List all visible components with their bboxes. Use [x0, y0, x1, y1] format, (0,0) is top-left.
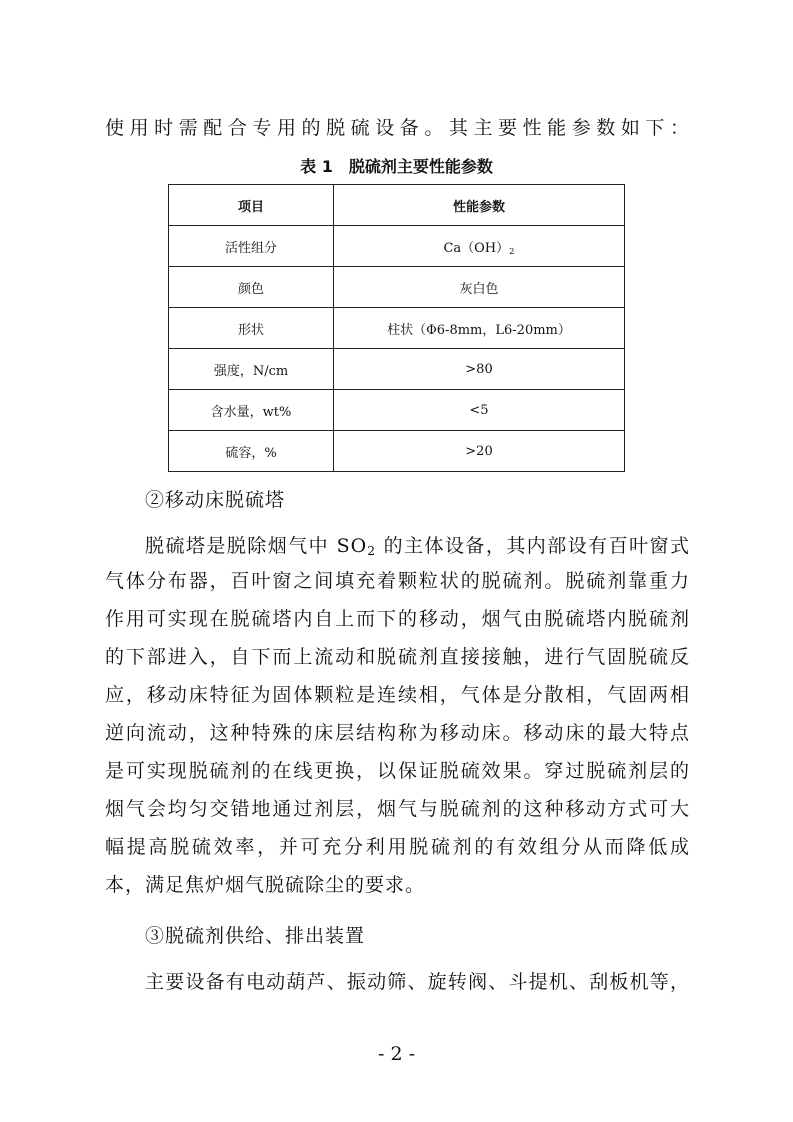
header-item: 项目: [169, 185, 334, 226]
row-value: 灰白色: [334, 267, 625, 308]
row-item: 含水量，wt%: [169, 390, 334, 431]
paragraph-line: 的下部进入，自下而上流动和脱硫剂直接接触，进行气固脱硫反: [105, 646, 690, 668]
table-row: [169, 349, 625, 390]
value-subscript: 2: [509, 245, 515, 256]
line-text: 的主体设备，其内部设有百叶窗式: [376, 535, 690, 557]
paragraph-line: 应，移动床特征为固体颗粒是连续相，气体是分散相，气固两相: [105, 684, 690, 706]
paragraph-line: 烟气会均匀交错地通过剂层，烟气与脱硫剂的这种移动方式可大: [105, 798, 690, 820]
line-text: 脱硫塔是脱除烟气中 SO: [145, 535, 368, 557]
paragraph-line: 气体分布器，百叶窗之间填充着颗粒状的脱硫剂。脱硫剂靠重力: [105, 570, 690, 592]
paragraph-line: 幅提高脱硫效率，并可充分利用脱硫剂的有效组分从而降低成: [105, 836, 690, 858]
paragraph-line: 主要设备有电动葫芦、振动筛、旋转阀、斗提机、刮板机等，: [145, 971, 690, 993]
header-value: 性能参数: [334, 185, 625, 226]
table-row: [169, 390, 625, 431]
table-row: [169, 267, 625, 308]
table-header-row: [169, 185, 625, 226]
row-value: >20: [334, 431, 625, 472]
page-number: - 2 -: [377, 1043, 415, 1065]
so2-subscript: 2: [367, 544, 377, 559]
table-caption: 表 1 脱硫剂主要性能参数: [300, 157, 493, 176]
intro-line: 使用时需配合专用的脱硫设备。其主要性能参数如下：: [105, 117, 690, 139]
row-item: 强度，N/cm: [169, 349, 334, 390]
value-text: Ca（OH）: [443, 240, 510, 256]
row-value: >80: [334, 349, 625, 390]
parameters-table: [168, 184, 625, 472]
table-row: [169, 308, 625, 349]
paragraph-line: 逆向流动，这种特殊的床层结构称为移动床。移动床的最大特点: [105, 722, 690, 744]
row-item: 活性组分: [169, 226, 334, 267]
row-value: <5: [334, 390, 625, 431]
paragraph-line: 本，满足焦炉烟气脱硫除尘的要求。: [105, 874, 426, 896]
paragraph-line: 作用可实现在脱硫塔内自上而下的移动，烟气由脱硫塔内脱硫剂: [105, 608, 690, 630]
paragraph-line: [145, 534, 690, 558]
row-item: 颜色: [169, 267, 334, 308]
row-value: [334, 226, 625, 267]
section2-heading: ②移动床脱硫塔: [145, 489, 286, 511]
table-row: [169, 226, 625, 267]
row-item: 形状: [169, 308, 334, 349]
row-item: 硫容，%: [169, 431, 334, 472]
row-value: 柱状（Φ6-8mm，L6-20mm）: [334, 308, 625, 349]
section3-heading: ③脱硫剂供给、排出装置: [145, 925, 366, 947]
table-row: [169, 431, 625, 472]
paragraph-line: 是可实现脱硫剂的在线更换，以保证脱硫效果。穿过脱硫剂层的: [105, 760, 690, 782]
